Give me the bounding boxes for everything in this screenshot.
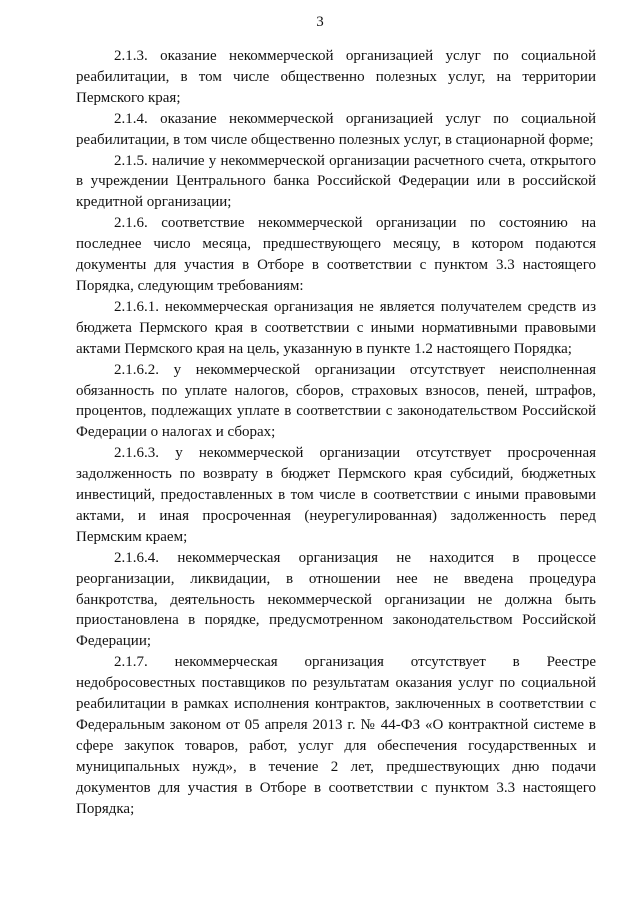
paragraph-2-1-6-4: 2.1.6.4. некоммерческая организация не находится в процессе реорганизации, ликвидации, в отношении нее не введена процедура банкротства, деятельность некоммерческой организации не должна быть приостановлена в порядке, предусмотренном законодательством Российской Федерации; [76, 549, 596, 650]
paragraph-2-1-3: 2.1.3. оказание некоммерческой организацией услуг по социальной реабилитации, в том числе общественно полезных услуг, на территории Пермского края; [76, 48, 596, 106]
document-body [76, 46, 596, 820]
page-number: 3 [316, 14, 324, 30]
paragraph-2-1-4: 2.1.4. оказание некоммерческой организацией услуг по социальной реабилитации, в том числе общественно полезных услуг, в стационарной форме; [76, 110, 596, 148]
paragraph-2-1-6-1: 2.1.6.1. некоммерческая организация не является получателем средств из бюджета Пермского края в соответствии с иными нормативными правовыми актами Пермского края на цель, указанную в пункте 1.2 настоящего Порядка; [76, 298, 596, 357]
paragraph-2-1-6: 2.1.6. соответствие некоммерческой организации по состоянию на последнее число месяца, предшествующего месяцу, в котором подаются документы для участия в Отборе в соответствии с пунктом 3.3 настоящего Порядка, следующим требованиям: [76, 215, 596, 294]
paragraph-2-1-7: 2.1.7. некоммерческая организация отсутствует в Реестре недобросовестных поставщиков по результатам оказания услуг по социальной реабилитации в рамках исполнения контрактов, заключенных в соответствии с Федеральным законом от 05 апреля 2013 г. № 44-ФЗ «О контрактной системе в сфере закупок товаров, работ, услуг для обеспечения государственных и муниципальных нужд», в течение 2 лет, предшествующих дню подачи документов для участия в Отборе в соответствии с пунктом 3.3 настоящего Порядка; [76, 654, 596, 817]
paragraph-2-1-5: 2.1.5. наличие у некоммерческой организации расчетного счета, открытого в учреждении Центрального банка Российской Федерации или в российской кредитной организации; [76, 152, 596, 211]
paragraph-2-1-6-3: 2.1.6.3. у некоммерческой организации отсутствует просроченная задолженность по возврату в бюджет Пермского края субсидий, бюджетных инвестиций, предоставленных в том числе в соответствии с иными правовыми актами, и иная просроченная (неурегулированная) задолженность перед Пермским краем; [76, 445, 596, 545]
paragraph-2-1-6-2: 2.1.6.2. у некоммерческой организации отсутствует неисполненная обязанность по уплате налогов, сборов, страховых взносов, пеней, штрафов, процентов, подлежащих уплате в соответствии с законодательством Российской Федерации о налогах и сборах; [76, 361, 596, 441]
